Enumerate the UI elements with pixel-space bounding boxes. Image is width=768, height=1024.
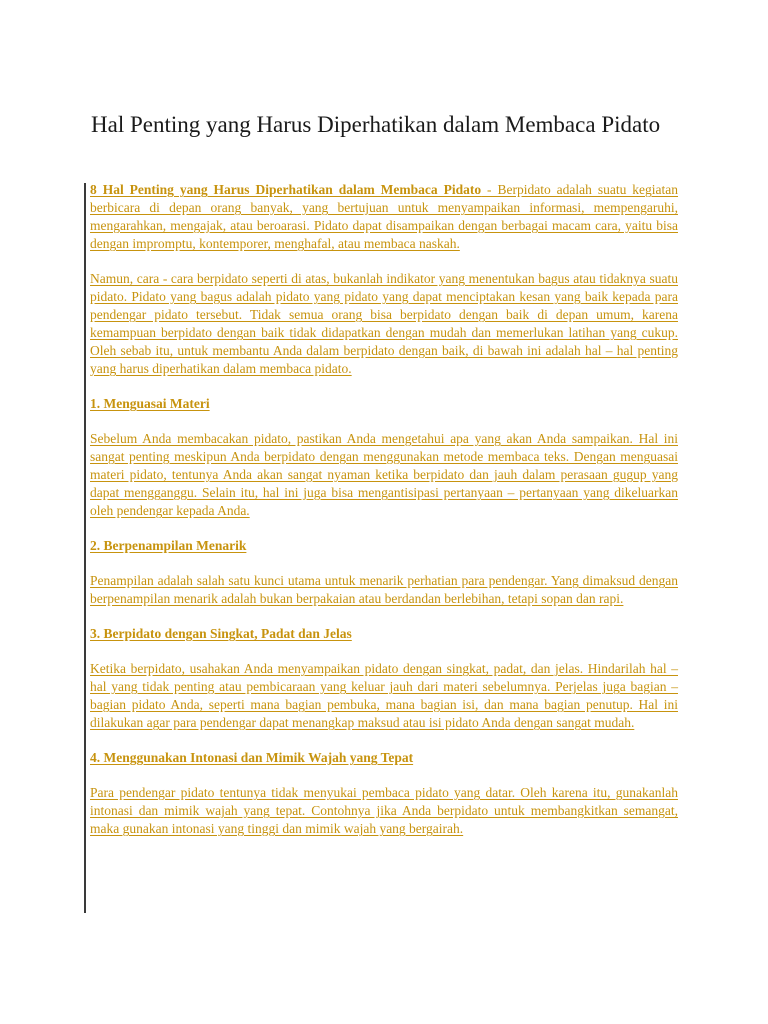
section-heading[interactable]: 2. Berpenampilan Menarik: [90, 538, 247, 553]
text-cursor-bar: [84, 183, 86, 913]
intro-lead[interactable]: 8 Hal Penting yang Harus Diperhatikan dalam Membaca Pidato: [90, 182, 482, 197]
page-title: Hal Penting yang Harus Diperhatikan dalam Membaca Pidato: [91, 112, 661, 137]
paragraph-2[interactable]: Namun, cara - cara berpidato seperti di atas, bukanlah indikator yang menentukan bagus atau tidaknya suatu pidato. Pidato yang bagus adalah pidato yang pidato yang dapat menciptakan kesan yang baik kepada para pendengar pidato tersebut. Tidak semua orang bisa berpidato dengan baik di depan umum, karena kemampuan berpidato dengan baik tidak didapatkan dengan mudah dan memerlukan latihan yang cukup. Oleh sebab itu, untuk membantu Anda dalam berpidato dengan baik, di bawah ini adalah hal – hal penting yang harus diperhatikan dalam membaca pidato.: [90, 271, 678, 376]
document-body: [90, 181, 678, 855]
section-heading[interactable]: 3. Berpidato dengan Singkat, Padat dan Jelas: [90, 626, 352, 641]
intro-paragraph[interactable]: [90, 181, 678, 253]
section-body[interactable]: Penampilan adalah salah satu kunci utama untuk menarik perhatian para pendengar. Yang dimaksud dengan berpenampilan menarik adalah bukan berpakaian atau berdandan berlebihan, tetapi sopan dan rapi.: [90, 573, 678, 606]
section-body[interactable]: Ketika berpidato, usahakan Anda menyampaikan pidato dengan singkat, padat, dan jelas. Hindarilah hal – hal yang tidak penting atau pembicaraan yang keluar jauh dari materi sebelumnya. Perjelas juga bagian – bagian pidato Anda, seperti mana bagian pembuka, mana bagian isi, dan mana bagian penutup. Hal ini dilakukan agar para pendengar dapat menangkap maksud atau isi pidato Anda dengan sangat mudah.: [90, 661, 678, 730]
intro-text[interactable]: - Berpidato adalah suatu kegiatan berbicara di depan orang banyak, yang bertujuan untuk menyampaikan informasi, mempengaruhi, mengarahkan, mengajak, atau beroarasi. Pidato dapat disampaikan dengan berbagai macam cara, yaitu bisa dengan impromptu, kontemporer, menghafal, atau membaca naskah.: [90, 182, 679, 251]
section-heading[interactable]: 1. Menguasai Materi: [90, 396, 210, 411]
section-heading[interactable]: 4. Menggunakan Intonasi dan Mimik Wajah yang Tepat: [90, 750, 414, 765]
section-body[interactable]: Sebelum Anda membacakan pidato, pastikan Anda mengetahui apa yang akan Anda sampaikan. Hal ini sangat penting meskipun Anda berpidato dengan menggunakan metode membaca teks. Dengan menguasai materi pidato, tentunya Anda akan sangat nyaman ketika berpidato dan jauh dalam perasaan gugup yang dapat mengganggu. Selain itu, hal ini juga bisa mengantisipasi pertanyaan – pertanyaan yang dikeluarkan oleh pendengar kepada Anda.: [90, 431, 678, 518]
section-body[interactable]: Para pendengar pidato tentunya tidak menyukai pembaca pidato yang datar. Oleh karena itu, gunakanlah intonasi dan mimik wajah yang tepat. Contohnya jika Anda berpidato untuk membangkitkan semangat, maka gunakan intonasi yang tinggi dan mimik wajah yang bergairah.: [90, 785, 678, 836]
